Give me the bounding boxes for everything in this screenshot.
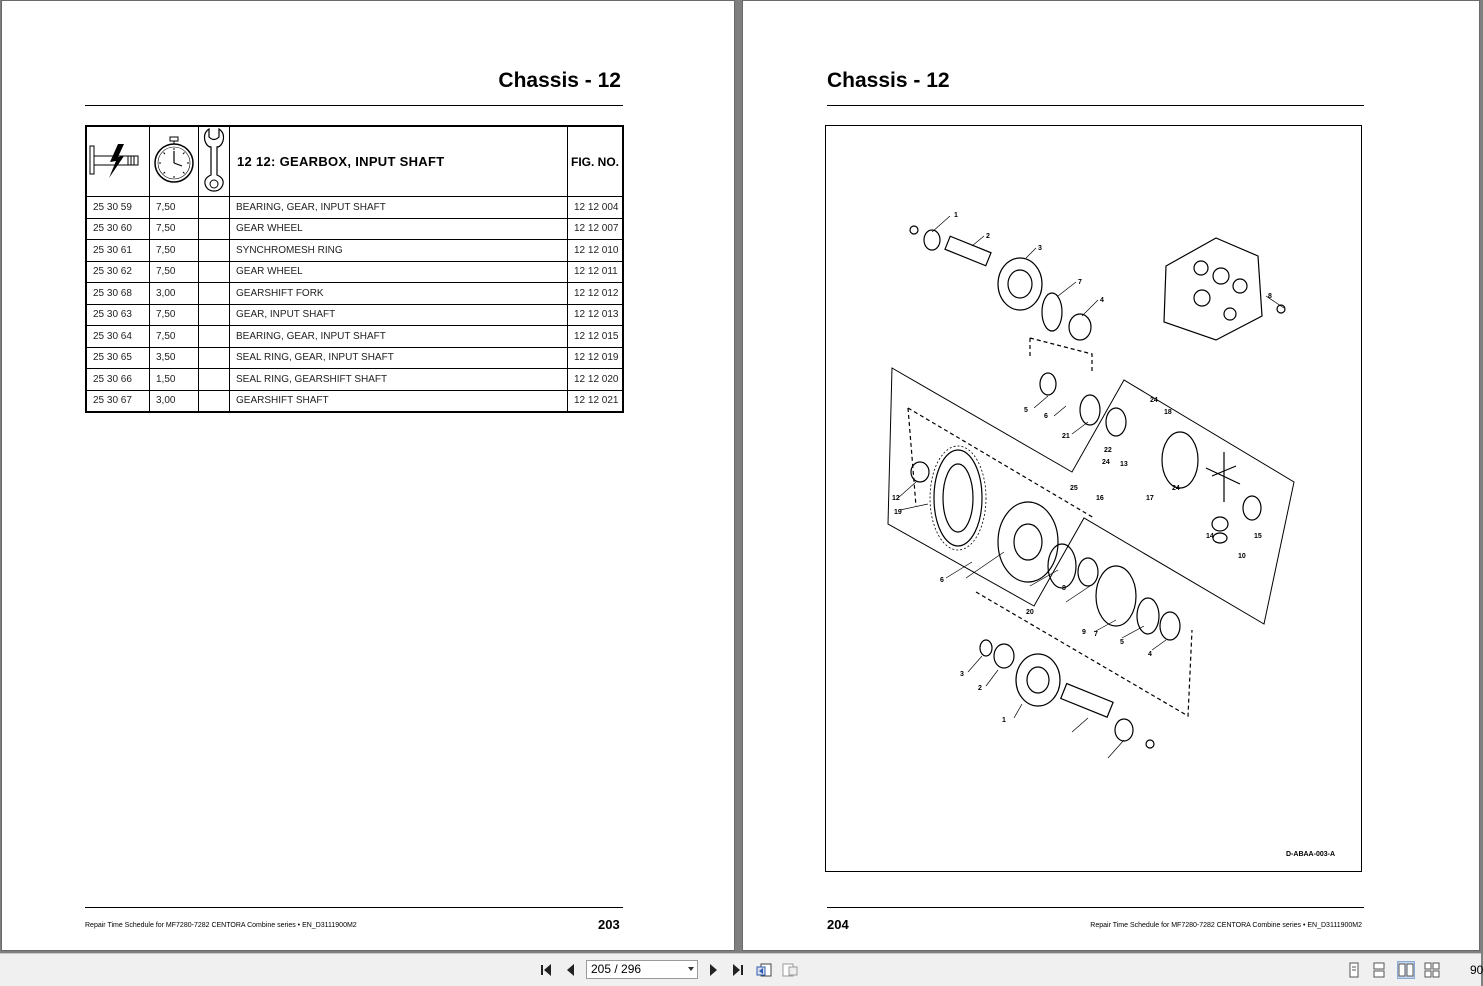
history-back-button[interactable] bbox=[755, 962, 773, 978]
time-value: 3,00 bbox=[150, 390, 199, 412]
tool-cell bbox=[199, 261, 230, 283]
operation-code: 25 30 65 bbox=[86, 347, 150, 369]
time-value: 7,50 bbox=[150, 261, 199, 283]
fig-number: 12 12 020 bbox=[568, 369, 624, 391]
table-row bbox=[86, 283, 623, 305]
operation-code: 25 30 68 bbox=[86, 283, 150, 305]
footer-rule bbox=[85, 907, 623, 908]
table-row bbox=[86, 240, 623, 262]
continuous-view-button[interactable] bbox=[1371, 962, 1387, 978]
operation-code: 25 30 63 bbox=[86, 304, 150, 326]
fig-number: 12 12 007 bbox=[568, 218, 624, 240]
table-row bbox=[86, 218, 623, 240]
exploded-diagram-frame bbox=[825, 125, 1362, 872]
next-page-button[interactable] bbox=[705, 962, 723, 978]
operation-code: 25 30 66 bbox=[86, 369, 150, 391]
tool-cell bbox=[199, 390, 230, 412]
operation-description: GEAR WHEEL bbox=[230, 261, 568, 283]
callout-number: 16 bbox=[1096, 495, 1104, 502]
callout-number: 5 bbox=[1024, 407, 1028, 414]
history-back-icon bbox=[755, 962, 773, 978]
page-203 bbox=[1, 0, 735, 951]
tool-icon-cell bbox=[199, 126, 230, 197]
fig-number: 12 12 019 bbox=[568, 347, 624, 369]
operation-code: 25 30 61 bbox=[86, 240, 150, 262]
callout-number: 22 bbox=[1104, 447, 1112, 454]
time-value: 3,50 bbox=[150, 347, 199, 369]
callout-number: 6 bbox=[1044, 413, 1048, 420]
next-page-icon bbox=[705, 962, 723, 978]
callout-number: 19 bbox=[894, 509, 902, 516]
callout-number: 9 bbox=[1082, 629, 1086, 636]
history-forward-button[interactable] bbox=[781, 962, 799, 978]
operation-description: SYNCHROMESH RING bbox=[230, 240, 568, 262]
page-number-field[interactable] bbox=[586, 960, 698, 979]
callout-number: 24 bbox=[1150, 397, 1158, 404]
callout-number: 18 bbox=[1164, 409, 1172, 416]
fig-number: 12 12 010 bbox=[568, 240, 624, 262]
operation-description: SEAL RING, GEARSHIFT SHAFT bbox=[230, 369, 568, 391]
header-rule bbox=[827, 105, 1364, 106]
callout-number: 4 bbox=[1100, 297, 1104, 304]
tool-cell bbox=[199, 240, 230, 262]
repair-time-table bbox=[85, 125, 624, 413]
callout-number: 3 bbox=[960, 671, 964, 678]
operation-description: GEARSHIFT FORK bbox=[230, 283, 568, 305]
stopwatch-icon bbox=[152, 136, 196, 184]
page-number-value: 205 / 296 bbox=[591, 962, 642, 976]
time-value: 3,00 bbox=[150, 283, 199, 305]
callout-number: 1 bbox=[1002, 717, 1006, 724]
viewer-toolbar bbox=[0, 953, 1481, 986]
fig-number: 12 12 004 bbox=[568, 197, 624, 219]
page-title: Chassis - 12 bbox=[498, 69, 621, 92]
two-page-continuous-button[interactable] bbox=[1424, 962, 1440, 978]
shaft-lightning-icon bbox=[88, 140, 148, 180]
table-row bbox=[86, 369, 623, 391]
last-page-button[interactable] bbox=[729, 962, 747, 978]
history-forward-icon bbox=[781, 962, 799, 978]
fig-number: 12 12 012 bbox=[568, 283, 624, 305]
tool-cell bbox=[199, 197, 230, 219]
operation-description: GEARSHIFT SHAFT bbox=[230, 390, 568, 412]
figure-code: D-ABAA-003-A bbox=[1286, 851, 1336, 858]
fig-number: 12 12 015 bbox=[568, 326, 624, 348]
chevron-down-icon[interactable] bbox=[688, 967, 694, 971]
operation-code: 25 30 59 bbox=[86, 197, 150, 219]
callout-number: 4 bbox=[1148, 651, 1152, 658]
continuous-page-icon bbox=[1371, 962, 1387, 978]
table-row bbox=[86, 304, 623, 326]
callout-number: 5 bbox=[1120, 639, 1124, 646]
callout-number: 3 bbox=[1038, 245, 1042, 252]
tool-cell bbox=[199, 369, 230, 391]
callout-number: 8 bbox=[1268, 293, 1272, 300]
table-header-row bbox=[86, 126, 623, 197]
two-page-icon bbox=[1398, 962, 1414, 978]
callout-number: 7 bbox=[1094, 631, 1098, 638]
operation-code: 25 30 62 bbox=[86, 261, 150, 283]
table-row bbox=[86, 326, 623, 348]
two-page-view-button[interactable] bbox=[1398, 962, 1414, 978]
two-page-continuous-icon bbox=[1424, 962, 1440, 978]
first-page-button[interactable] bbox=[538, 962, 556, 978]
tool-cell bbox=[199, 326, 230, 348]
callout-number: 2 bbox=[986, 233, 990, 240]
operation-description: GEAR, INPUT SHAFT bbox=[230, 304, 568, 326]
fig-number: 12 12 021 bbox=[568, 390, 624, 412]
footer-text: Repair Time Schedule for MF7280-7282 CENTORA Combine series • EN_D3111900M2 bbox=[1090, 922, 1362, 929]
callout-number: 21 bbox=[1062, 433, 1070, 440]
callout-number: 8 bbox=[1062, 585, 1066, 592]
page-number: 204 bbox=[827, 917, 849, 932]
time-value: 1,50 bbox=[150, 369, 199, 391]
callout-number: 24 bbox=[1102, 459, 1110, 466]
previous-page-icon bbox=[562, 962, 580, 978]
page-title: Chassis - 12 bbox=[827, 69, 950, 92]
footer-text: Repair Time Schedule for MF7280-7282 CENTORA Combine series • EN_D3111900M2 bbox=[85, 922, 357, 929]
callout-number: 17 bbox=[1146, 495, 1154, 502]
callout-number: 15 bbox=[1254, 533, 1262, 540]
operation-description: SEAL RING, GEAR, INPUT SHAFT bbox=[230, 347, 568, 369]
time-value: 7,50 bbox=[150, 240, 199, 262]
table-row bbox=[86, 197, 623, 219]
fig-number: 12 12 013 bbox=[568, 304, 624, 326]
page-number: 203 bbox=[598, 917, 620, 932]
time-value: 7,50 bbox=[150, 304, 199, 326]
operation-description: BEARING, GEAR, INPUT SHAFT bbox=[230, 197, 568, 219]
callout-number: 20 bbox=[1026, 609, 1034, 616]
operation-icon-cell bbox=[86, 126, 150, 197]
callout-number: 25 bbox=[1070, 485, 1078, 492]
table-row bbox=[86, 347, 623, 369]
single-page-icon bbox=[1346, 962, 1362, 978]
table-row bbox=[86, 261, 623, 283]
zoom-level[interactable]: 90 bbox=[1470, 963, 1483, 977]
operation-code: 25 30 64 bbox=[86, 326, 150, 348]
operation-description: GEAR WHEEL bbox=[230, 218, 568, 240]
callout-number: 6 bbox=[940, 577, 944, 584]
footer-rule bbox=[827, 907, 1364, 908]
time-icon-cell bbox=[150, 126, 199, 197]
first-page-icon bbox=[538, 962, 556, 978]
tool-cell bbox=[199, 218, 230, 240]
fig-number: 12 12 011 bbox=[568, 261, 624, 283]
operation-description: BEARING, GEAR, INPUT SHAFT bbox=[230, 326, 568, 348]
time-value: 7,50 bbox=[150, 218, 199, 240]
single-page-view-button[interactable] bbox=[1346, 962, 1362, 978]
callout-number: 24 bbox=[1172, 485, 1180, 492]
callout-number: 2 bbox=[978, 685, 982, 692]
callout-number: 1 bbox=[954, 212, 958, 219]
gearbox-exploded-diagram bbox=[826, 126, 1361, 871]
table-row bbox=[86, 390, 623, 412]
tool-cell bbox=[199, 347, 230, 369]
time-value: 7,50 bbox=[150, 326, 199, 348]
callout-number: 14 bbox=[1206, 533, 1214, 540]
tool-cell bbox=[199, 304, 230, 326]
last-page-icon bbox=[729, 962, 747, 978]
operation-code: 25 30 67 bbox=[86, 390, 150, 412]
callout-number: 10 bbox=[1238, 553, 1246, 560]
operation-code: 25 30 60 bbox=[86, 218, 150, 240]
callout-number: 7 bbox=[1078, 279, 1082, 286]
tool-cell bbox=[199, 283, 230, 305]
callout-number: 13 bbox=[1120, 461, 1128, 468]
wrench-icon bbox=[201, 127, 227, 193]
time-value: 7,50 bbox=[150, 197, 199, 219]
previous-page-button[interactable] bbox=[562, 962, 580, 978]
callout-number: 12 bbox=[892, 495, 900, 502]
header-rule bbox=[85, 105, 623, 106]
fig-no-header: FIG. NO. bbox=[568, 126, 624, 197]
section-title: 12 12: GEARBOX, INPUT SHAFT bbox=[230, 126, 568, 197]
